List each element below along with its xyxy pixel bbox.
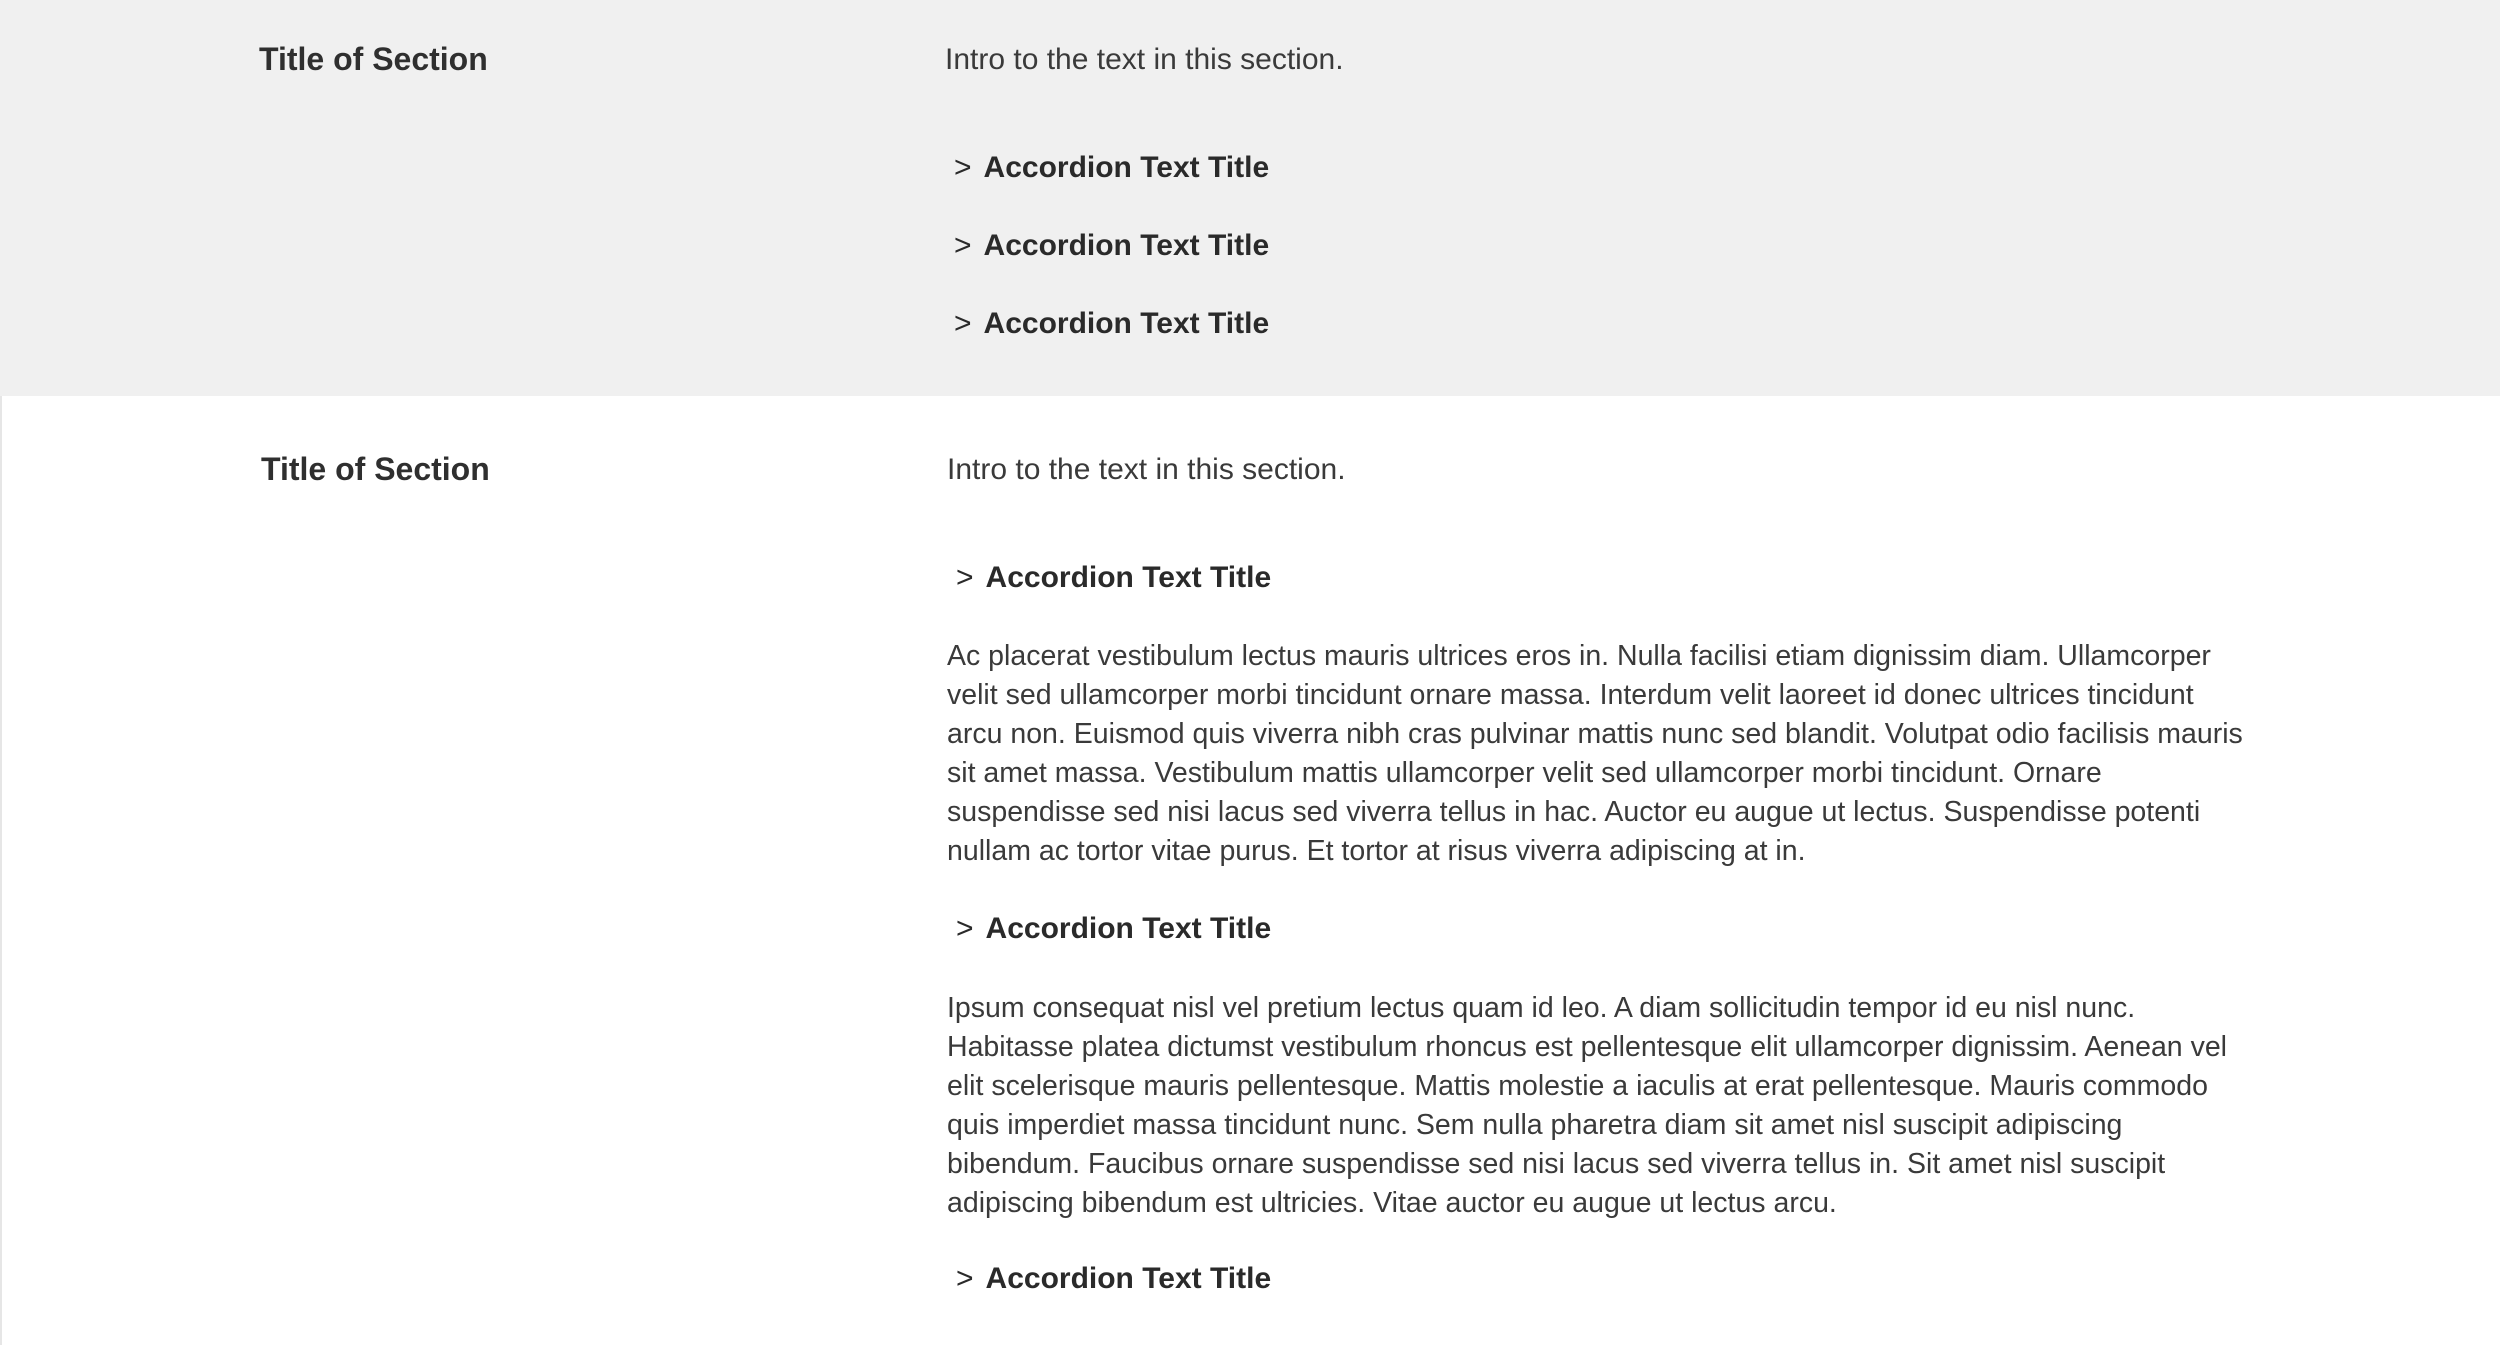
section-intro: Intro to the text in this section. bbox=[947, 453, 1346, 486]
accordion-title: Accordion Text Title bbox=[983, 151, 1270, 184]
chevron-right-icon: > bbox=[956, 1262, 974, 1295]
section-1 bbox=[0, 0, 2500, 396]
chevron-right-icon: > bbox=[954, 307, 972, 340]
accordion-title: Accordion Text Title bbox=[985, 1262, 1272, 1295]
accordion-toggle-2[interactable] bbox=[954, 228, 1269, 264]
accordion-body-2: Ipsum consequat nisl vel pretium lectus quam id leo. A diam sollicitudin tempor id eu nisl nunc. Habitasse platea dictumst vestibulum rhoncus est pellentesque elit ullamcorper dignissim. Aenean vel elit scelerisque mauris pellentesque. Mattis molestie a iaculis at erat pellentesque. Mauris commodo quis imperdiet massa tincidunt nunc. Sem nulla pharetra diam sit amet nisl suscipit adipiscing bibendum. Faucibus ornare suspendisse sed nisi lacus sed viverra tellus in. Sit amet nisl suscipit adipiscing bibendum est ultricies. Vitae auctor eu augue ut lectus arcu. bbox=[947, 992, 2228, 1219]
accordion-toggle-2[interactable] bbox=[956, 911, 1271, 947]
accordion-toggle-1[interactable] bbox=[956, 560, 1271, 596]
section-title: Title of Section bbox=[261, 451, 490, 487]
chevron-right-icon: > bbox=[956, 912, 974, 945]
accordion-title: Accordion Text Title bbox=[983, 229, 1270, 262]
chevron-right-icon: > bbox=[954, 151, 972, 184]
accordion-body-1: Ac placerat vestibulum lectus mauris ultrices eros in. Nulla facilisi etiam dignissim diam. Ullamcorper velit sed ullamcorper morbi tincidunt ornare massa. Interdum velit laoreet id donec ultrices tincidunt arcu non. Euismod quis viverra nibh cras pulvinar mattis nunc sed blandit. Volutpat odio facilisis mauris sit amet massa. Vestibulum mattis ullamcorper velit sed ullamcorper morbi tincidunt. Ornare suspendisse sed nisi lacus sed viverra tellus in hac. Auctor eu augue ut lectus. Suspendisse potenti nullam ac tortor vitae purus. Et tortor at risus viverra adipiscing at in. bbox=[947, 640, 2243, 867]
accordion-title: Accordion Text Title bbox=[983, 307, 1270, 340]
accordion-title: Accordion Text Title bbox=[985, 561, 1272, 594]
accordion-title: Accordion Text Title bbox=[985, 912, 1272, 945]
accordion-toggle-1[interactable] bbox=[954, 150, 1269, 186]
accordion-toggle-3[interactable] bbox=[956, 1261, 1271, 1297]
chevron-right-icon: > bbox=[956, 561, 974, 594]
section-title: Title of Section bbox=[259, 41, 488, 77]
accordion-toggle-3[interactable] bbox=[954, 306, 1269, 342]
chevron-right-icon: > bbox=[954, 229, 972, 262]
section-2 bbox=[0, 396, 2500, 1345]
section-intro: Intro to the text in this section. bbox=[945, 43, 1344, 76]
